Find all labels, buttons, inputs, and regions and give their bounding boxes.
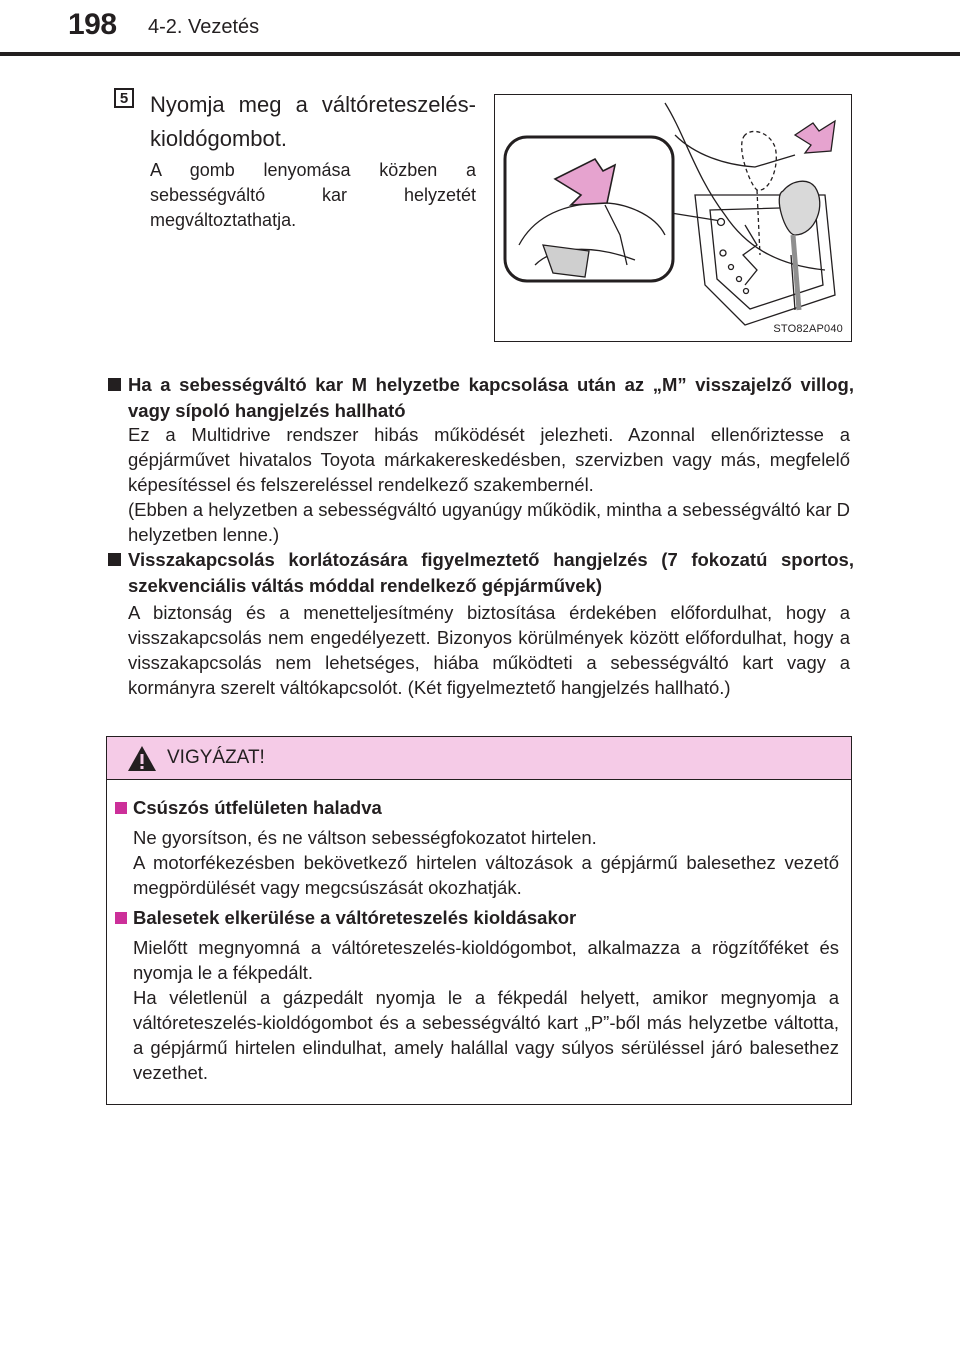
- bullet-square-icon: [108, 378, 121, 391]
- figure-code: STO82AP040: [773, 323, 843, 335]
- shift-lever-illustration: [494, 94, 852, 342]
- bullet-square-icon: [108, 553, 121, 566]
- shift-lever-drawing: [495, 95, 851, 341]
- step-number-box: 5: [114, 88, 134, 108]
- caution-header: [107, 737, 851, 780]
- caution-box: [106, 736, 852, 1105]
- bullet-square-icon: [115, 802, 127, 814]
- caution-item-body-slippery: Ne gyorsítson, és ne váltson sebességfokozatot hirtelen. A motorfékezésben bekövetkező hirtelen változások a gépjármű balesethez vezető megpördülését vagy megcsúszását okozhatják.: [133, 827, 839, 898]
- step-title: Nyomja meg a váltóreteszelés-kioldógombot.: [150, 92, 476, 151]
- page-header: [0, 0, 960, 80]
- warning-triangle-icon: [127, 745, 157, 772]
- caution-item-heading-slippery: Csúszós útfelületen haladva: [133, 795, 382, 821]
- note-body-downshift-warning: A biztonság és a menetteljesítmény biztosítása érdekében előfordulhat, hogy a visszakapcsolás nem engedélyezett. Bizonyos körülmények között előfordulhat, hogy a visszakapcsolás nem lehetséges, hiába működteti a sebességváltó kart vagy a kormányra szerelt váltókapcsolót. (Két figyelmeztető hangjelzés hallható.): [128, 602, 850, 698]
- caution-title: VIGYÁZAT!: [167, 747, 265, 768]
- caution-item-heading-shift-lock: Balesetek elkerülése a váltóreteszelés kioldásakor: [133, 905, 576, 931]
- page-number: 198: [68, 8, 117, 41]
- section-title: 4-2. Vezetés: [148, 16, 260, 38]
- step-description: A gomb lenyomása közben a sebességváltó kar helyzetét megváltoztathatja.: [150, 160, 476, 230]
- header-rule: [0, 52, 960, 56]
- bullet-square-icon: [115, 912, 127, 924]
- note-heading-m-position: Ha a sebességváltó kar M helyzetbe kapcsolása után az „M” visszajelző villog, vagy sípoló hangjelzés hallható: [128, 372, 854, 424]
- note-heading-downshift-warning: Visszakapcsolás korlátozására figyelmeztető hangjelzés (7 fokozatú sportos, szekvenciális váltás móddal rendelkező gépjárművek): [128, 547, 854, 599]
- note-body-m-position: Ez a Multidrive rendszer hibás működését jelezheti. Azonnal ellenőriztesse a gépjárművet hivatalos Toyota márkakereskedésben, szervizben vagy más, megfelelő képesítéssel és felszereléssel rendelkező szakembernél. (Ebben a helyzetben a sebességváltó ugyanúgy működik, mintha a sebességváltó kar D helyzetben lenne.): [128, 424, 850, 545]
- caution-item-body-shift-lock: Mielőtt megnyomná a váltóreteszelés-kioldógombot, alkalmazza a rögzítőféket és nyomja le a fékpedált. Ha véletlenül a gázpedált nyomja le a fékpedál helyett, amikor megnyomja a váltóreteszelés-kioldógombot és a sebességváltó kart „P”-ből más helyzetbe váltotta, a gépjármű hirtelen elindulhat, amely halállal vagy súlyos sérüléssel járó balesethez vezethet.: [133, 937, 839, 1083]
